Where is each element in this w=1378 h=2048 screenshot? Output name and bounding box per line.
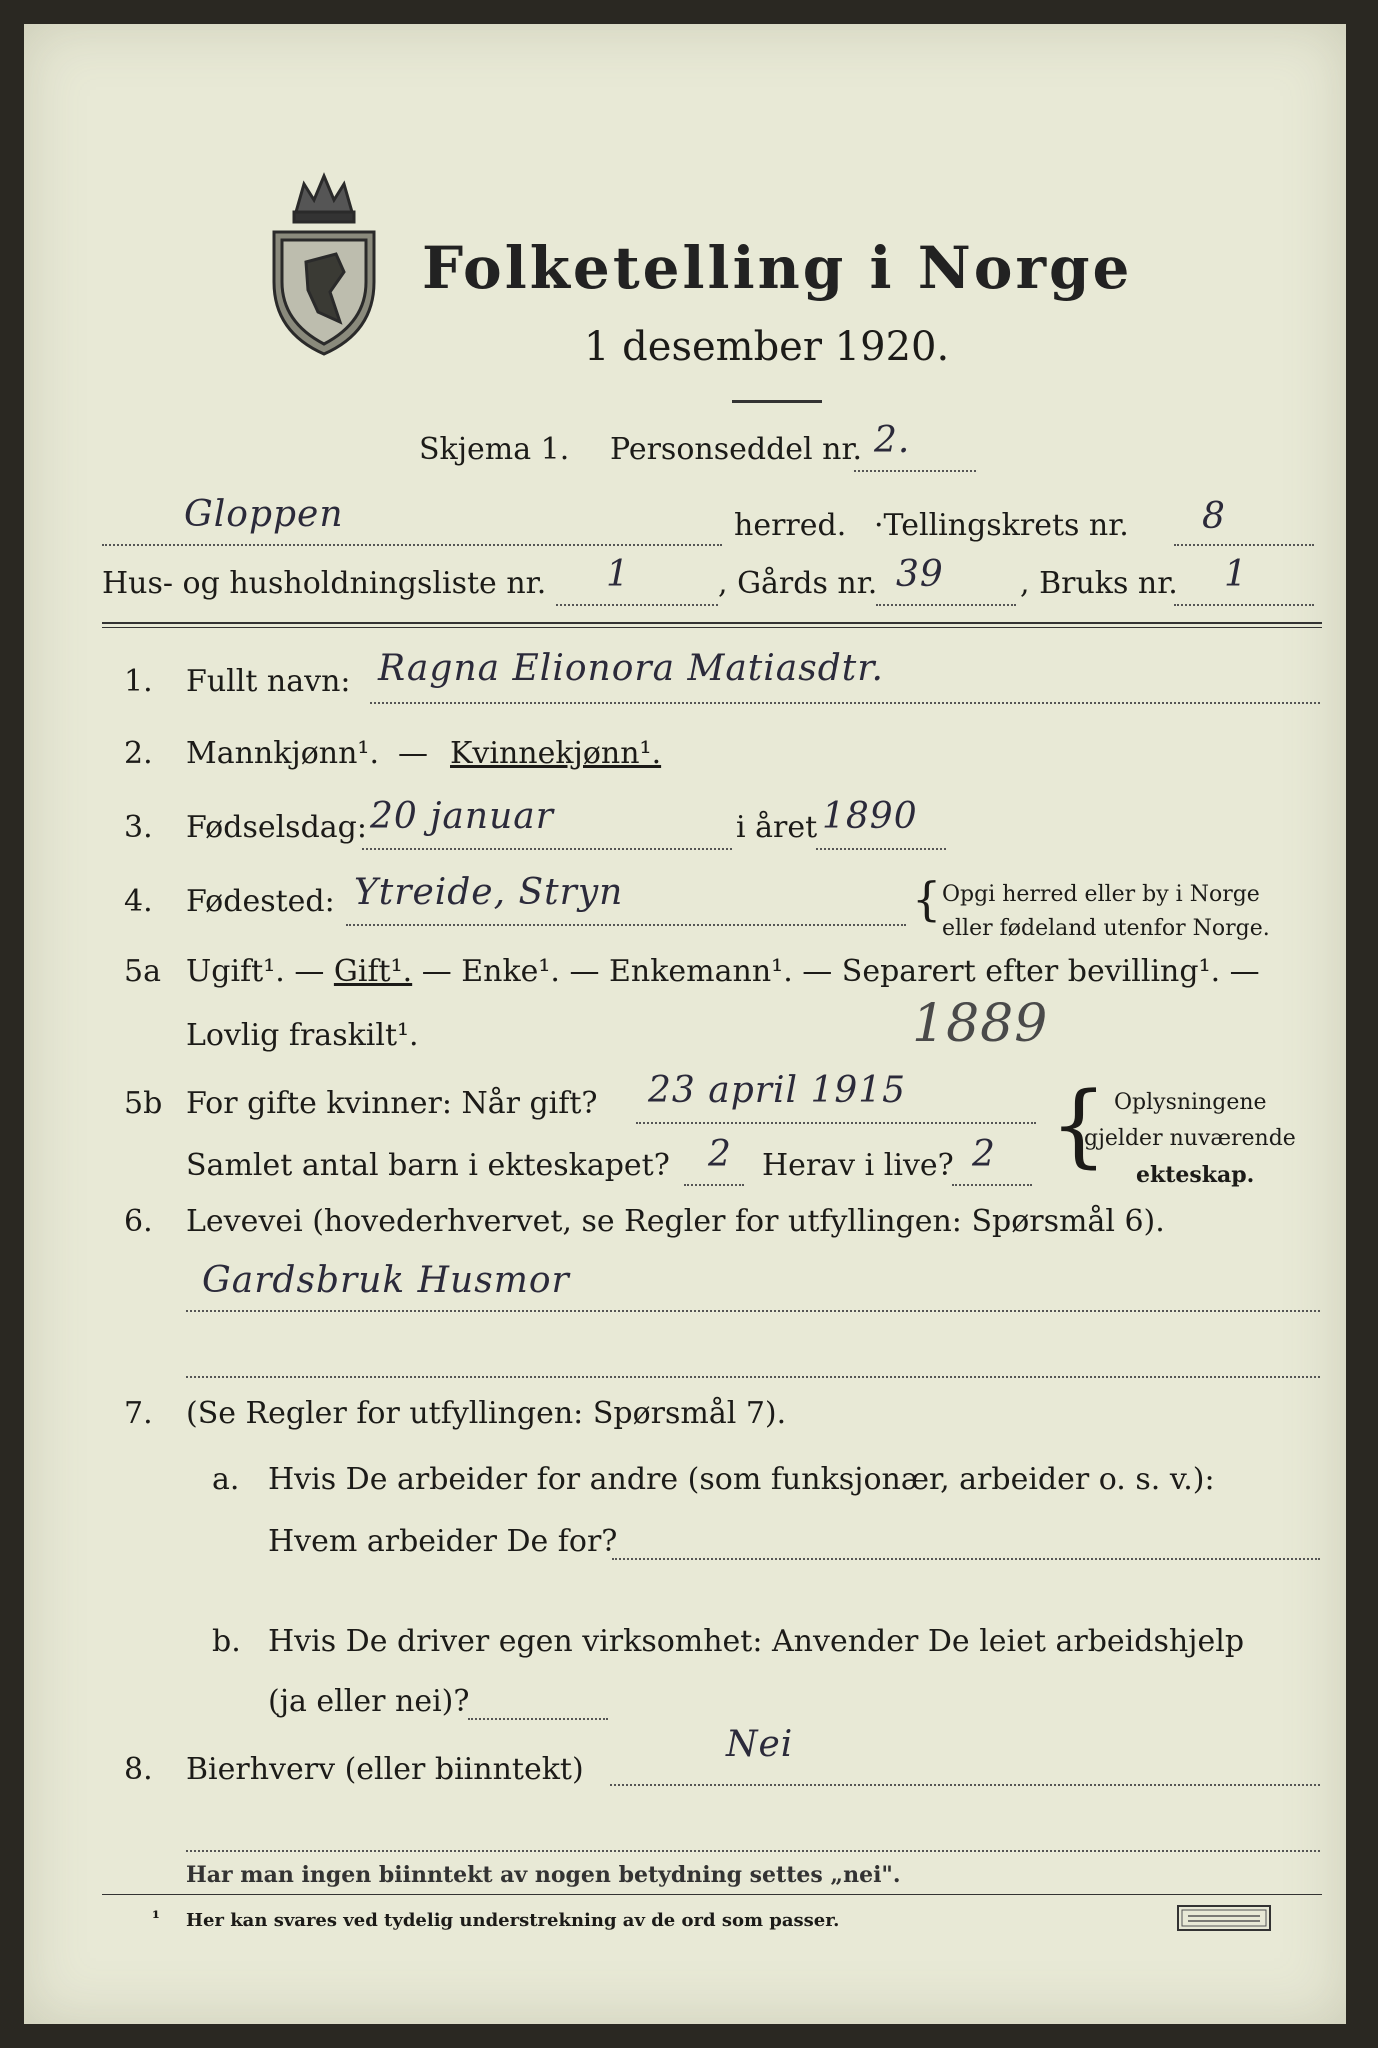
printer-stamp-icon	[1176, 1904, 1272, 1932]
coat-of-arms-icon	[256, 162, 392, 362]
footer-note: Har man ingen biinntekt av nogen betydning settes „nei".	[186, 1862, 901, 1888]
q3-number: 3.	[124, 810, 153, 845]
q4-number: 4.	[124, 884, 153, 919]
q7a-number: a.	[212, 1462, 240, 1497]
q5b-label: For gifte kvinner: Når gift?	[186, 1086, 598, 1121]
herred-value[interactable]: Gloppen	[184, 494, 344, 535]
hus-value[interactable]: 1	[606, 554, 630, 595]
q8-number: 8.	[124, 1752, 153, 1787]
title-divider	[732, 400, 822, 403]
herred-label: herred.	[734, 508, 847, 543]
q5b-live-label: Herav i live?	[762, 1148, 954, 1183]
q5b-live-value[interactable]: 2	[972, 1134, 996, 1175]
tellingskrets-label: ·Tellingskrets nr.	[874, 508, 1129, 543]
q2-separator: —	[398, 736, 428, 771]
gards-value[interactable]: 39	[896, 554, 944, 595]
q1-label: Fullt navn:	[186, 664, 351, 699]
q3-year-value[interactable]: 1890	[822, 796, 918, 837]
q2-number: 2.	[124, 736, 153, 771]
q5b-number: 5b	[124, 1086, 163, 1121]
hus-label: Hus- og husholdningsliste nr.	[102, 566, 547, 601]
q5b-note-line1: Oplysningene	[1114, 1090, 1267, 1115]
q4-note-line2: eller fødeland utenfor Norge.	[942, 916, 1270, 941]
form-title: Folketelling i Norge	[422, 234, 1133, 302]
q8-label: Bierhverv (eller biinntekt)	[186, 1752, 584, 1787]
q2-kvinnekjonn-underlined: Kvinnekjønn¹.	[450, 736, 662, 771]
q7b-number: b.	[212, 1624, 241, 1659]
q5b-note-line2: gjelder nuværende	[1084, 1126, 1296, 1151]
q5a-margin-note: 1889	[912, 994, 1049, 1054]
q5b-note-line3: ekteskap.	[1136, 1162, 1255, 1188]
q6-label: Levevei (hovederhvervet, se Regler for utfyllingen: Spørsmål 6).	[186, 1204, 1165, 1239]
q4-birthplace-value[interactable]: Ytreide, Stryn	[354, 872, 624, 913]
q3-label: Fødselsdag:	[186, 810, 367, 845]
q8-value[interactable]: Nei	[726, 1724, 794, 1765]
personseddel-value[interactable]: 2.	[874, 420, 911, 461]
gards-label: , Gårds nr.	[718, 566, 878, 601]
q7a-answer-line[interactable]	[612, 1558, 1320, 1560]
q4-note-line1: Opgi herred eller by i Norge	[942, 882, 1260, 907]
q2-mannkjonn: Mannkjønn¹.	[186, 736, 379, 771]
bruks-value[interactable]: 1	[1224, 554, 1248, 595]
footnote-number: ¹	[152, 1908, 160, 1929]
q5a-gift-underlined: Gift¹.	[333, 954, 413, 989]
census-form-page: Folketelling i Norge 1 desember 1920. Skjema 1. Personseddel nr. 2. Gloppen herred. ·Tellingskrets nr. 8 Hus- og husholdningsliste nr. 1 , Gårds nr. 39 , Bruks nr. 1 1. Fullt navn: Ragna Elionora Matiasdtr. 2. Mannkjønn¹. — Kvinnekjønn¹. 3. Fødselsdag: 20 januar i året 1890 4. Fødested: Ytreide, Stryn { Opgi herred eller by i Norge eller fødeland utenfor Norge. 5a Ugift¹. — Gift¹. — Enke¹. — Enkemann¹. — Separert efter bevilling¹. — Lovlig fraskilt¹. 1889 5b For gifte kvinner: Når gift? 23 april 1915 Samlet antal barn i ekteskapet? 2 Herav i live? 2 { Oplysningene gjelder nuværende ekteskap. 6. Levevei (hovederhvervet, se Regler for utfyllingen: Spørsmål 6). Gardsbruk Husmor 7. (Se Regler for utfyllingen: Spørsmål 7). a. Hvis De arbeider for andre (som funksjonær, arbeider o. s. v.): Hvem arbeider De for? b. Hvis De driver egen virksomhet: Anvender De leiet arbeidshjelp (ja eller nei)? 8. Bierhverv (eller biinntekt) Nei Har man ingen biinntekt av nogen betydning settes „nei". ¹ Her kan svares ved tydelig understrekning av de ord som passer.	[24, 24, 1346, 2024]
q7b-line2: (ja eller nei)?	[268, 1684, 470, 1719]
q5b-barn-value[interactable]: 2	[708, 1134, 732, 1175]
q1-number: 1.	[124, 664, 153, 699]
q5a-ugift: Ugift¹. —	[186, 954, 334, 989]
q7-label: (Se Regler for utfyllingen: Spørsmål 7).	[186, 1396, 787, 1431]
header-divider	[102, 622, 1322, 624]
q5b-marriage-date-value[interactable]: 23 april 1915	[648, 1070, 907, 1111]
q5a-rest: — Enke¹. — Enkemann¹. — Separert efter bevilling¹. —	[412, 954, 1260, 989]
skjema-label: Skjema 1.	[419, 432, 570, 467]
footnote-text: Her kan svares ved tydelig understrekning av de ord som passer.	[186, 1910, 840, 1931]
q6-number: 6.	[124, 1204, 153, 1239]
q5a-number: 5a	[124, 954, 161, 989]
q3-aret-label: i året	[736, 810, 818, 845]
q5a-line2: Lovlig fraskilt¹.	[186, 1018, 419, 1053]
q7a-line2: Hvem arbeider De for?	[268, 1524, 618, 1559]
q7b-answer-line[interactable]	[468, 1718, 608, 1720]
q1-full-name-value[interactable]: Ragna Elionora Matiasdtr.	[378, 648, 884, 689]
form-date: 1 desember 1920.	[584, 324, 950, 370]
tellingskrets-value[interactable]: 8	[1202, 496, 1226, 537]
bruks-label: , Bruks nr.	[1020, 566, 1178, 601]
q6-occupation-value[interactable]: Gardsbruk Husmor	[202, 1260, 570, 1301]
q7b-line1: Hvis De driver egen virksomhet: Anvender De leiet arbeidshjelp	[268, 1624, 1245, 1659]
q7-number: 7.	[124, 1396, 153, 1431]
q5a-line1	[186, 954, 1260, 989]
q4-label: Fødested:	[186, 884, 335, 919]
q7a-line1: Hvis De arbeider for andre (som funksjonær, arbeider o. s. v.):	[268, 1462, 1215, 1497]
personseddel-label: Personseddel nr.	[610, 432, 863, 467]
q5b-barn-label: Samlet antal barn i ekteskapet?	[186, 1148, 670, 1183]
q3-birthdate-value[interactable]: 20 januar	[370, 796, 554, 837]
